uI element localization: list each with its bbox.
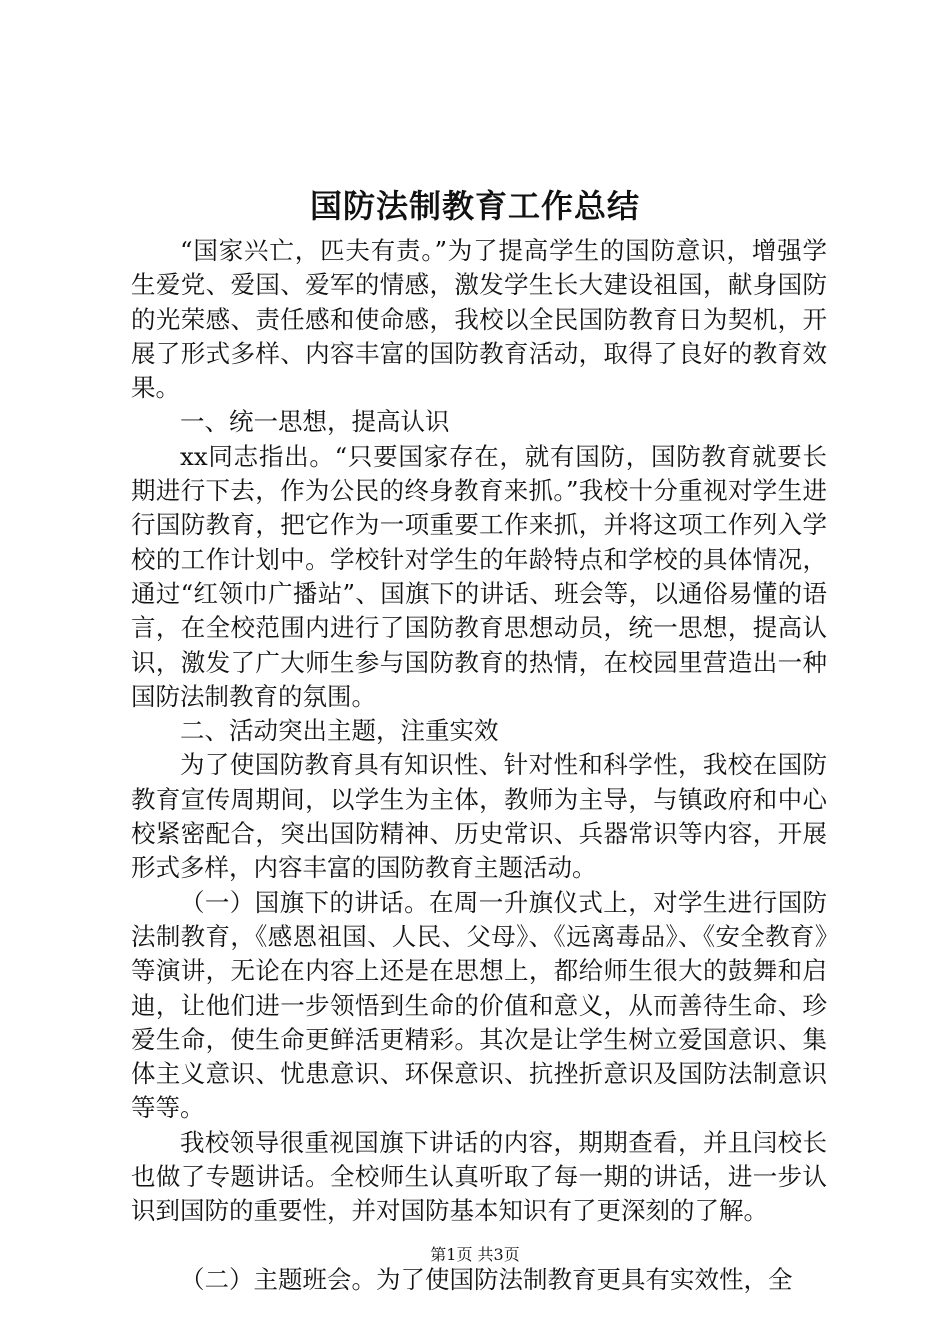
intro-paragraph: “国家兴亡，匹夫有责。”为了提高学生的国防意识，增强学生爱党、爱国、爱军的情感，激发学生长大建设祖国，献身国防的光荣感、责任感和使命感，我校以全民国防教育日为契机，开展了形式多样、内容丰富的国防教育活动，取得了良好的教育效果。	[131, 236, 827, 403]
page-number-footer: 第1页 共3页	[430, 1245, 520, 1264]
section-1-paragraph: xx同志指出。“只要国家存在，就有国防，国防教育就要长期进行下去，作为公民的终身教育来抓。”我校十分重视对学生进行国防教育，把它作为一项重要工作来抓，并将这项工作列入学校的工作计划中。学校针对学生的年龄特点和学校的具体情况，通过“红领巾广播站”、国旗下的讲话、班会等，以通俗易懂的语言，在全校范围内进行了国防教育思想动员，统一思想，提高认识，激发了广大师生参与国防教育的热情，在校园里营造出一种国防法制教育的氛围。	[131, 441, 827, 711]
document-title: 国防法制教育工作总结	[309, 187, 640, 225]
document-body	[131, 234, 827, 1297]
section-heading-2: 二、活动突出主题，注重实效	[180, 716, 499, 746]
section-heading-1: 一、统一思想，提高认识	[180, 407, 450, 437]
section-2-paragraph: 为了使国防教育具有知识性、针对性和科学性，我校在国防教育宣传周期间，以学生为主体，教师为主导，与镇政府和中心校紧密配合，突出国防精神、历史常识、兵器常识等内容，开展形式多样，内容丰富的国防教育主题活动。	[131, 750, 827, 883]
subsection-2-paragraph: （二）主题班会。为了使国防法制教育更具有实效性，全	[180, 1264, 793, 1294]
subsection-1-followup-paragraph: 我校领导很重视国旗下讲话的内容，期期查看，并且闫校长也做了专题讲话。全校师生认真听取了每一期的讲话，进一步认识到国防的重要性，并对国防基本知识有了更深刻的了解。	[131, 1127, 827, 1226]
subsection-1-paragraph: （一）国旗下的讲话。在周一升旗仪式上，对学生进行国防法制教育，《感恩祖国、人民、父母》、《远离毒品》、《安全教育》等演讲，无论在内容上还是在思想上，都给师生很大的鼓舞和启迪，让他们进一步领悟到生命的价值和意义，从而善待生命、珍爱生命，使生命更鲜活更精彩。其次是让学生树立爱国意识、集体主义意识、忧患意识、环保意识、抗挫折意识及国防法制意识等等。	[131, 887, 827, 1123]
